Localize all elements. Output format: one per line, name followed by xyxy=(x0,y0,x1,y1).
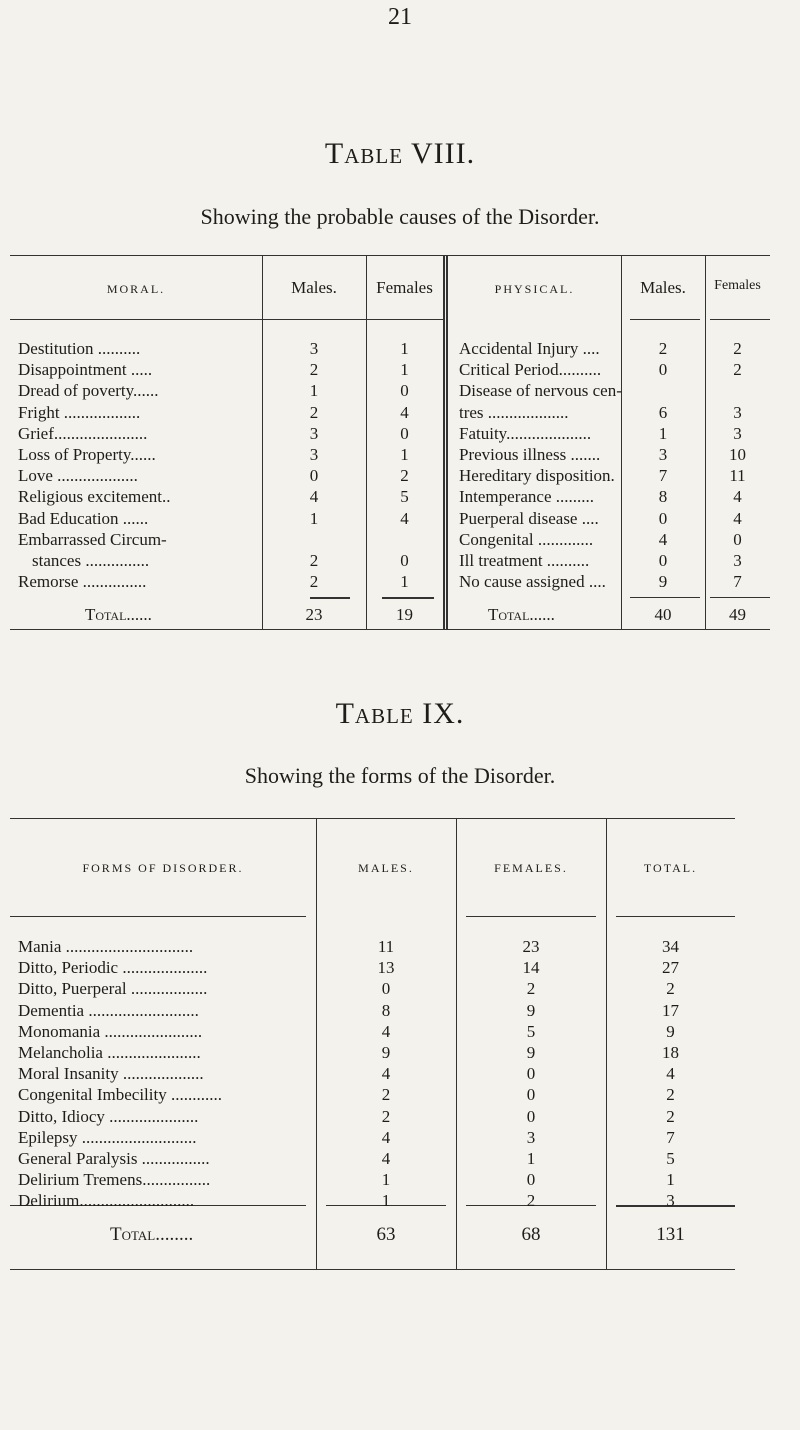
table-cell: 4 xyxy=(658,529,668,549)
table-cell: 4 xyxy=(381,1127,391,1147)
table-cell: 1 xyxy=(400,360,409,380)
table-row xyxy=(10,380,770,401)
table-cell: 0 xyxy=(526,1085,536,1105)
table-cell: 0 xyxy=(658,508,668,528)
header-males: MALES. xyxy=(358,861,414,875)
table-cell: 1 xyxy=(526,1148,536,1168)
physical-total-females: 49 xyxy=(729,605,746,624)
table-cell: 1 xyxy=(381,1191,391,1211)
table-cell: 1 xyxy=(400,339,409,358)
table-cell: Disease of nervous cen- xyxy=(459,381,622,401)
table-cell: 1 xyxy=(666,1170,675,1190)
table-cell: 11 xyxy=(729,466,746,486)
table-cell: 1 xyxy=(400,572,409,592)
table-cell: Fright .................. xyxy=(18,402,141,422)
table-row xyxy=(10,1021,735,1042)
table-cell: 2 xyxy=(526,979,536,999)
table-row xyxy=(10,529,770,550)
table-cell: Intemperance ......... xyxy=(459,487,594,507)
table-row xyxy=(10,571,770,592)
table-cell: Accidental Injury .... xyxy=(459,339,600,358)
header-forms: FORMS OF DISORDER. xyxy=(82,861,244,875)
table-cell: Congenital ............. xyxy=(459,529,594,549)
table-cell: Delirium Tremens................ xyxy=(18,1170,211,1190)
table-cell: 7 xyxy=(658,466,668,486)
table-cell: Monomania ....................... xyxy=(18,1021,203,1041)
table9-total-label: Total........ xyxy=(110,1224,194,1245)
table9-total-females: 68 xyxy=(521,1224,541,1245)
table-cell: 2 xyxy=(733,360,742,380)
table-row xyxy=(10,402,770,423)
table-cell: 0 xyxy=(526,1064,536,1084)
table-cell: 2 xyxy=(400,466,409,486)
table-cell: 13 xyxy=(377,958,395,978)
table-row xyxy=(10,1127,735,1148)
table-cell: 3 xyxy=(733,423,742,443)
table-cell: tres ................... xyxy=(459,402,569,422)
table-cell: Ill treatment .......... xyxy=(459,550,590,570)
table-cell: Critical Period.......... xyxy=(459,360,602,380)
table-cell: 4 xyxy=(309,487,319,507)
table-row xyxy=(10,550,770,571)
table-cell: Bad Education ...... xyxy=(18,508,149,528)
table-row xyxy=(10,1106,735,1127)
table-cell: No cause assigned .... xyxy=(459,572,606,592)
table-row xyxy=(10,1042,735,1063)
table-cell: 2 xyxy=(381,1106,391,1126)
moral-total-label: Total...... xyxy=(85,605,152,624)
table-cell: 4 xyxy=(400,402,409,422)
table-cell: 1 xyxy=(658,423,668,443)
table-row xyxy=(10,444,770,465)
table9-subtitle: Showing the forms of the Disorder. xyxy=(244,763,556,788)
table-cell: 17 xyxy=(662,1000,679,1020)
table-cell: 5 xyxy=(666,1148,675,1168)
table-cell: Puerperal disease .... xyxy=(459,508,599,528)
table-cell: Moral Insanity ................... xyxy=(18,1064,204,1084)
table-cell: 1 xyxy=(309,381,319,401)
table-row xyxy=(10,1148,735,1169)
physical-total-label: Total...... xyxy=(488,605,555,624)
table9-total-males: 63 xyxy=(376,1224,396,1245)
table-cell: General Paralysis ................ xyxy=(18,1148,210,1168)
table8-title: Table VIII. xyxy=(324,137,476,170)
table-cell: 0 xyxy=(733,529,742,549)
table8-totals xyxy=(10,604,770,625)
table-cell: 0 xyxy=(400,423,409,443)
table-cell: 2 xyxy=(666,1106,675,1126)
table-cell: 23 xyxy=(522,937,540,956)
page-number: 21 xyxy=(388,4,412,30)
table-cell: 0 xyxy=(526,1170,536,1190)
header-males: Males. xyxy=(291,278,337,297)
table-cell: 9 xyxy=(526,1000,536,1020)
table-cell: Embarrassed Circum- xyxy=(18,529,167,549)
table9-totals xyxy=(10,1224,735,1245)
table-cell: Grief...................... xyxy=(18,423,148,443)
table-row xyxy=(10,508,770,529)
table-cell: 10 xyxy=(729,444,746,464)
header-males-physical: Males. xyxy=(640,278,686,297)
table-cell: 2 xyxy=(733,339,742,358)
header-females: Females xyxy=(376,278,433,297)
table9-total-total: 131 xyxy=(656,1224,685,1245)
table-cell: Fatuity.................... xyxy=(459,423,592,443)
table-cell: 3 xyxy=(733,550,742,570)
table-cell: Religious excitement.. xyxy=(18,487,171,507)
table-cell: Disappointment ..... xyxy=(18,360,153,380)
table-row xyxy=(10,1084,735,1105)
table9 xyxy=(10,818,735,1270)
table-cell: 2 xyxy=(666,1085,675,1105)
table-cell: Mania .............................. xyxy=(18,937,194,956)
table-cell: 2 xyxy=(658,339,668,358)
table-row xyxy=(10,1190,735,1211)
table-cell: 2 xyxy=(309,402,319,422)
table-row xyxy=(10,978,735,999)
table-cell: 0 xyxy=(400,381,409,401)
table-cell: Congenital Imbecility ............ xyxy=(18,1085,222,1105)
table-row xyxy=(10,465,770,486)
table-cell: 0 xyxy=(658,360,668,380)
table-cell: 8 xyxy=(381,1000,391,1020)
table-cell: Ditto, Idiocy ..................... xyxy=(18,1106,199,1126)
table-cell: 2 xyxy=(666,979,675,999)
header-physical: PHYSICAL. xyxy=(494,282,575,296)
table-row xyxy=(10,936,735,957)
table9-rows xyxy=(10,936,735,1211)
table-cell: 0 xyxy=(658,550,668,570)
table-cell: 2 xyxy=(526,1191,536,1211)
table-cell: Dementia .......................... xyxy=(18,1000,199,1020)
table-cell: 7 xyxy=(666,1127,675,1147)
table-cell: Remorse ............... xyxy=(18,572,147,592)
table-cell: 27 xyxy=(662,958,679,978)
table8-subtitle: Showing the probable causes of the Disorder. xyxy=(200,204,600,229)
table-cell: Previous illness ....... xyxy=(459,444,601,464)
table-cell: 3 xyxy=(733,402,742,422)
header-moral: MORAL. xyxy=(106,282,166,296)
table-cell: 4 xyxy=(400,508,409,528)
table-cell: Ditto, Periodic .................... xyxy=(18,958,208,978)
table8 xyxy=(10,255,770,630)
table-cell: 0 xyxy=(381,979,391,999)
table-cell: 4 xyxy=(733,508,742,528)
table-cell: 4 xyxy=(381,1064,391,1084)
table-cell: 1 xyxy=(309,508,319,528)
table-cell: Destitution .......... xyxy=(18,339,141,358)
table-cell: 9 xyxy=(666,1021,675,1041)
table-row xyxy=(10,359,770,380)
table-row xyxy=(10,423,770,444)
table-cell: 3 xyxy=(658,444,668,464)
table-cell: 2 xyxy=(309,572,319,592)
table9-title: Table IX. xyxy=(335,697,465,730)
table-cell: 9 xyxy=(658,572,668,592)
table-row xyxy=(10,486,770,507)
table-cell: Loss of Property...... xyxy=(18,444,156,464)
table-cell: 2 xyxy=(381,1085,391,1105)
table-cell: Delirium........................... xyxy=(18,1191,195,1211)
table-cell: 18 xyxy=(662,1042,679,1062)
table-cell: Hereditary disposition. xyxy=(459,466,615,486)
table-cell: 3 xyxy=(526,1127,536,1147)
header-total: TOTAL. xyxy=(643,861,698,875)
moral-total-males: 23 xyxy=(305,605,323,624)
physical-total-males: 40 xyxy=(654,605,672,624)
table-cell: 0 xyxy=(309,466,319,486)
table-cell: Dread of poverty...... xyxy=(18,381,159,401)
table-cell: stances ............... xyxy=(32,550,150,570)
table-row xyxy=(10,1169,735,1190)
table-cell: Love ................... xyxy=(18,466,138,486)
table-cell: 4 xyxy=(666,1064,675,1084)
table-cell: 3 xyxy=(309,444,319,464)
table-cell: 5 xyxy=(526,1021,536,1041)
table-cell: 7 xyxy=(733,572,742,592)
table-cell: Melancholia ...................... xyxy=(18,1042,201,1062)
table-cell: 3 xyxy=(309,339,319,358)
table-cell: 6 xyxy=(658,402,668,422)
table-cell: 1 xyxy=(381,1170,391,1190)
table-cell: 5 xyxy=(400,487,409,507)
table-cell: 0 xyxy=(526,1106,536,1126)
table-row xyxy=(10,1000,735,1021)
table-cell: 9 xyxy=(526,1042,536,1062)
table-cell: 14 xyxy=(522,958,540,978)
moral-total-females: 19 xyxy=(396,605,413,624)
table-cell: 0 xyxy=(400,550,409,570)
table-cell: 4 xyxy=(733,487,742,507)
header-females: FEMALES. xyxy=(494,861,568,875)
table-cell: 8 xyxy=(658,487,668,507)
header-females-physical: Females xyxy=(714,278,761,293)
table-row xyxy=(10,957,735,978)
table-cell: 3 xyxy=(309,423,319,443)
table-cell: 9 xyxy=(381,1042,391,1062)
table-cell: 11 xyxy=(377,937,395,956)
table-row xyxy=(10,1063,735,1084)
table-cell: Ditto, Puerperal .................. xyxy=(18,979,208,999)
table-cell: 2 xyxy=(309,360,319,380)
table-cell: 1 xyxy=(400,444,409,464)
table-cell: 34 xyxy=(662,937,679,956)
table-cell: 4 xyxy=(381,1148,391,1168)
table-cell: Epilepsy ........................... xyxy=(18,1127,197,1147)
physical-rows xyxy=(10,338,770,592)
table-row xyxy=(10,338,770,359)
table-cell: 2 xyxy=(309,550,319,570)
table-cell: 4 xyxy=(381,1021,391,1041)
table-cell: 3 xyxy=(666,1191,675,1211)
